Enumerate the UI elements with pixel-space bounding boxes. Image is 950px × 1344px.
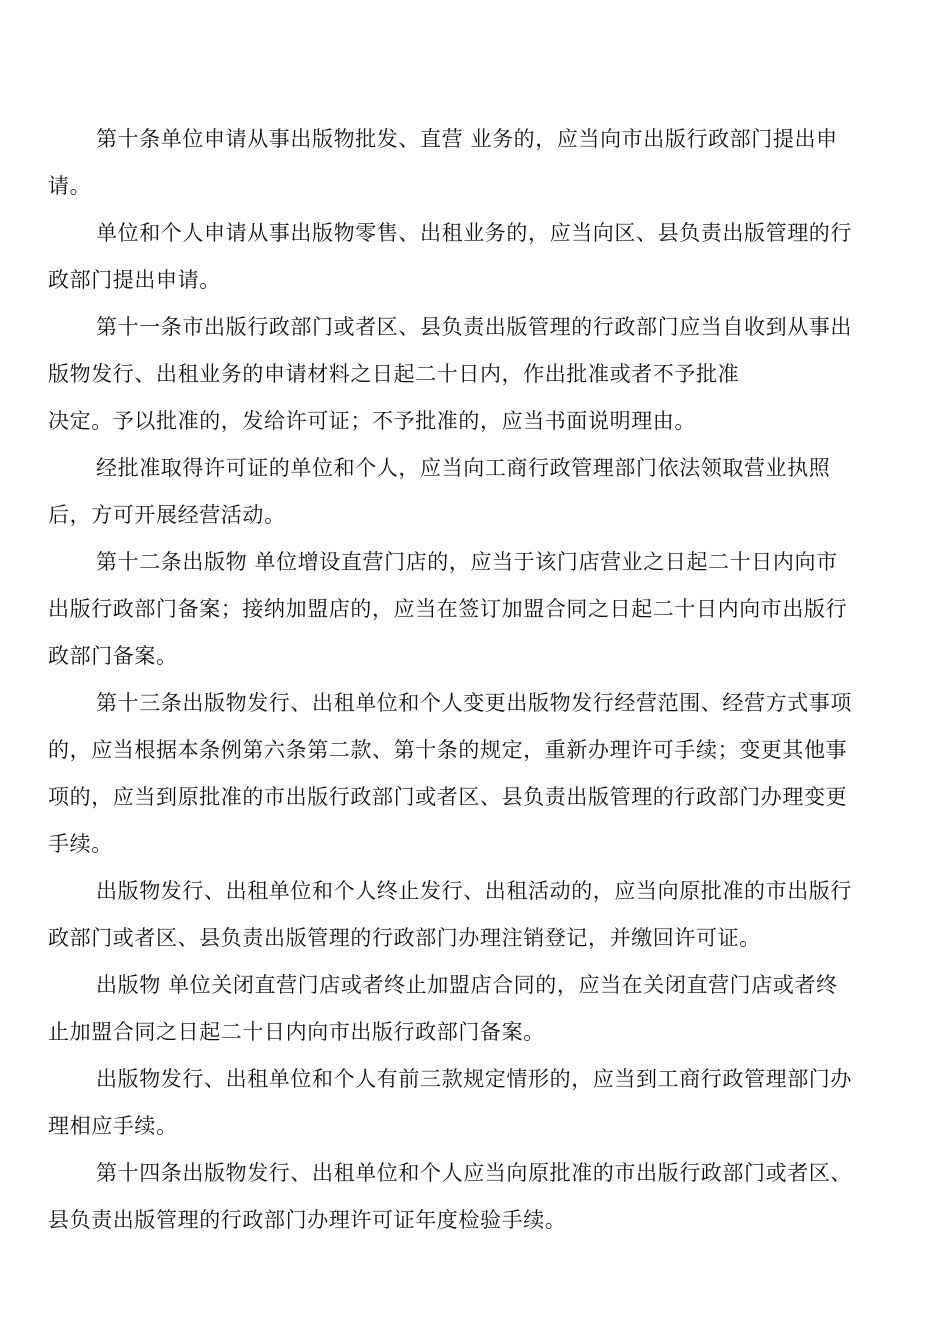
paragraph-article-11 — [48, 304, 898, 445]
text-line: 出版行政部门备案；接纳加盟店的，应当在签订加盟合同之日起二十日内向市出版行 — [48, 597, 848, 621]
text-line: 止加盟合同之日起二十日内向市出版行政部门备案。 — [48, 1020, 545, 1044]
text-line: 第十条单位申请从事出版物批发、直营 业务的，应当向市出版行政部门提出申 — [96, 127, 838, 151]
text-line: 政部门提出申请。 — [48, 268, 221, 292]
paragraph-store-closure — [48, 962, 898, 1056]
text-line: 理相应手续。 — [48, 1114, 178, 1138]
paragraph-retail-application — [48, 210, 898, 304]
document-body — [48, 116, 898, 1244]
text-line: 第十三条出版物发行、出租单位和个人变更出版物发行经营范围、经营方式事项 — [96, 691, 852, 715]
text-line: 县负责出版管理的行政部门办理许可证年度检验手续。 — [48, 1208, 567, 1232]
text-line: 版物发行、出租业务的申请材料之日起二十日内，作出批准或者不予批准 — [48, 362, 740, 386]
text-line: 经批准取得许可证的单位和个人，应当向工商行政管理部门依法领取营业执照 — [96, 456, 831, 480]
text-line: 的，应当根据本条例第六条第二款、第十条的规定，重新办理许可手续；变更其他事 — [48, 738, 848, 762]
text-line: 第十二条出版物 单位增设直营门店的，应当于该门店营业之日起二十日内向市 — [96, 550, 838, 574]
text-line: 项的，应当到原批准的市出版行政部门或者区、县负责出版管理的行政部门办理变更 — [48, 785, 848, 809]
paragraph-article-12 — [48, 539, 898, 680]
text-line: 单位和个人申请从事出版物零售、出租业务的，应当向区、县负责出版管理的行 — [96, 221, 852, 245]
text-line: 出版物 单位关闭直营门店或者终止加盟店合同的，应当在关闭直营门店或者终 — [96, 973, 838, 997]
text-line: 后，方可开展经营活动。 — [48, 503, 286, 527]
text-line: 出版物发行、出租单位和个人有前三款规定情形的，应当到工商行政管理部门办 — [96, 1067, 852, 1091]
text-line: 政部门备案。 — [48, 644, 178, 668]
text-line: 手续。 — [48, 832, 113, 856]
text-line: 政部门或者区、县负责出版管理的行政部门办理注销登记，并缴回许可证。 — [48, 926, 761, 950]
paragraph-business-license — [48, 445, 898, 539]
text-line: 请。 — [48, 174, 92, 198]
text-line: 第十四条出版物发行、出租单位和个人应当向原批准的市出版行政部门或者区、 — [96, 1161, 852, 1185]
text-line: 第十一条市出版行政部门或者区、县负责出版管理的行政部门应当自收到从事出 — [96, 315, 852, 339]
paragraph-article-13 — [48, 680, 898, 868]
paragraph-termination — [48, 868, 898, 962]
text-line: 决定。予以批准的，发给许可证；不予批准的，应当书面说明理由。 — [48, 409, 696, 433]
paragraph-article-14 — [48, 1150, 898, 1244]
paragraph-article-10 — [48, 116, 898, 210]
text-line: 出版物发行、出租单位和个人终止发行、出租活动的，应当向原批准的市出版行 — [96, 879, 852, 903]
paragraph-commerce-procedures — [48, 1056, 898, 1150]
